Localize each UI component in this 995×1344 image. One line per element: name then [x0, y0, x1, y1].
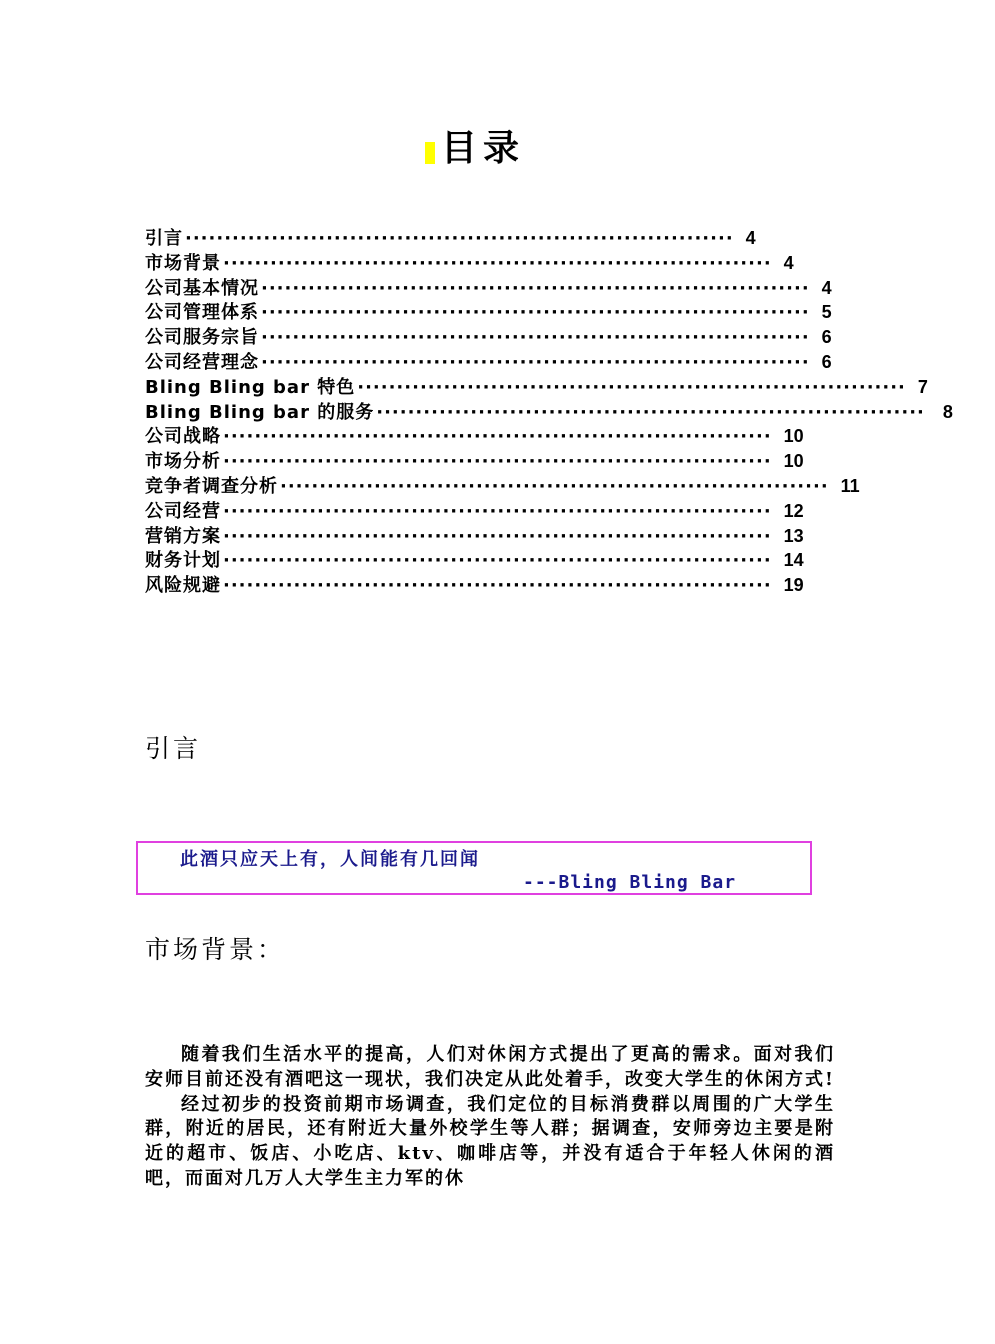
toc-leader-dots: ······································································	[223, 575, 772, 597]
toc-entry-label: 公司战略	[145, 426, 221, 448]
toc-entry-page: 11	[840, 475, 860, 496]
toc-entry[interactable]	[145, 300, 832, 325]
toc-entry[interactable]	[145, 276, 832, 301]
toc-entry-label: 公司基本情况	[145, 277, 259, 299]
toc-entry[interactable]	[145, 424, 804, 449]
toc-entry-label: 公司经营	[145, 500, 221, 522]
paragraph: 经过初步的投资前期市场调查，我们定位的目标消费群以周围的广大学生群，附近的居民，还有附近大量外校学生等人群；据调查，安师旁边主要是附近的超市、饭店、小吃店、ktv、咖啡店等，并没有适合于年轻人休闲的酒吧，而面对几万人大学生主力军的休	[145, 1093, 835, 1189]
toc-entry-page: 5	[821, 302, 832, 323]
toc-entry-label: Bling Bling bar 的服务	[145, 401, 375, 423]
toc-entry-page: 7	[917, 376, 928, 397]
quote-attribution: ---Bling Bling Bar	[523, 872, 737, 893]
paragraph: 随着我们生活水平的提高，人们对休闲方式提出了更高的需求。面对我们安师目前还没有酒吧这一现状，我们决定从此处着手，改变大学生的休闲方式!	[145, 1044, 835, 1090]
market-heading: 市场背景：	[145, 935, 286, 964]
toc-entry-page: 4	[745, 228, 756, 248]
toc-entry-label: 风险规避	[145, 575, 221, 597]
toc-entry-label: 财务计划	[145, 550, 221, 572]
toc-entry[interactable]	[145, 499, 804, 524]
toc-entry-page: 10	[783, 426, 804, 447]
toc-entry[interactable]	[145, 548, 804, 573]
toc-entry-label: 公司经营理念	[145, 351, 259, 373]
toc-entry[interactable]	[145, 449, 804, 474]
toc-entry-page: 13	[783, 525, 804, 546]
toc-entry[interactable]	[145, 400, 953, 425]
toc-entry[interactable]	[145, 251, 794, 276]
toc-entry-label: 营销方案	[145, 525, 221, 547]
toc-entry-page: 6	[821, 351, 832, 372]
intro-heading: 引言	[145, 734, 202, 763]
toc-entry[interactable]	[145, 350, 832, 375]
toc-leader-dots: ······································································	[261, 351, 810, 373]
toc-leader-dots: ······································································	[223, 252, 772, 274]
toc-leader-dots: ······································································	[223, 451, 772, 473]
toc-entry-page: 4	[821, 277, 832, 298]
toc-entry[interactable]	[145, 524, 804, 549]
toc-leader-dots: ······································································	[280, 475, 829, 497]
toc-entry-label: 市场背景	[145, 252, 221, 274]
toc-leader-dots: ······································································	[261, 277, 810, 299]
quote-box	[136, 841, 812, 895]
toc-entry-label: Bling Bling bar 特色	[145, 376, 356, 398]
toc-title-text: 目录	[440, 128, 525, 169]
toc-entry-page: 6	[821, 327, 832, 348]
toc-entry-label: 竞争者调查分析	[145, 475, 278, 497]
toc-entry-label: 市场分析	[145, 451, 221, 473]
toc-entry-page: 19	[783, 575, 804, 596]
toc-leader-dots: ······································································	[376, 401, 925, 423]
toc-leader-dots: ······································································	[223, 525, 772, 547]
toc-entry-page: 4	[783, 252, 794, 273]
quote-text: 此酒只应天上有，人间能有几回闻	[180, 849, 480, 870]
highlight-marker-icon	[425, 142, 435, 164]
toc-entry-page: 12	[783, 500, 804, 521]
toc-entry[interactable]	[145, 325, 832, 350]
toc-entry-label: 公司服务宗旨	[145, 327, 259, 349]
toc-entry-label: 引言	[145, 228, 183, 249]
toc-leader-dots: ······································································	[223, 550, 772, 572]
toc-entry-page: 14	[783, 550, 804, 571]
toc-leader-dots: ······································································	[261, 302, 810, 324]
toc-title	[0, 124, 950, 174]
toc-leader-dots: ······································································	[261, 327, 810, 349]
toc-entry[interactable]	[145, 226, 785, 251]
market-body	[145, 1043, 835, 1192]
toc-leader-dots: ······································································	[357, 376, 906, 398]
toc-entry-label: 公司管理体系	[145, 302, 259, 324]
table-of-contents	[145, 226, 953, 598]
toc-entry-page: 8	[942, 401, 953, 422]
toc-leader-dots: ······································································	[223, 500, 772, 522]
toc-leader-dots: ······································································	[223, 426, 772, 448]
toc-entry[interactable]	[145, 375, 928, 400]
toc-entry-page: 10	[783, 451, 804, 472]
toc-entry[interactable]	[145, 573, 804, 598]
toc-entry[interactable]	[145, 474, 860, 499]
toc-leader-dots: ······································································	[185, 228, 734, 249]
